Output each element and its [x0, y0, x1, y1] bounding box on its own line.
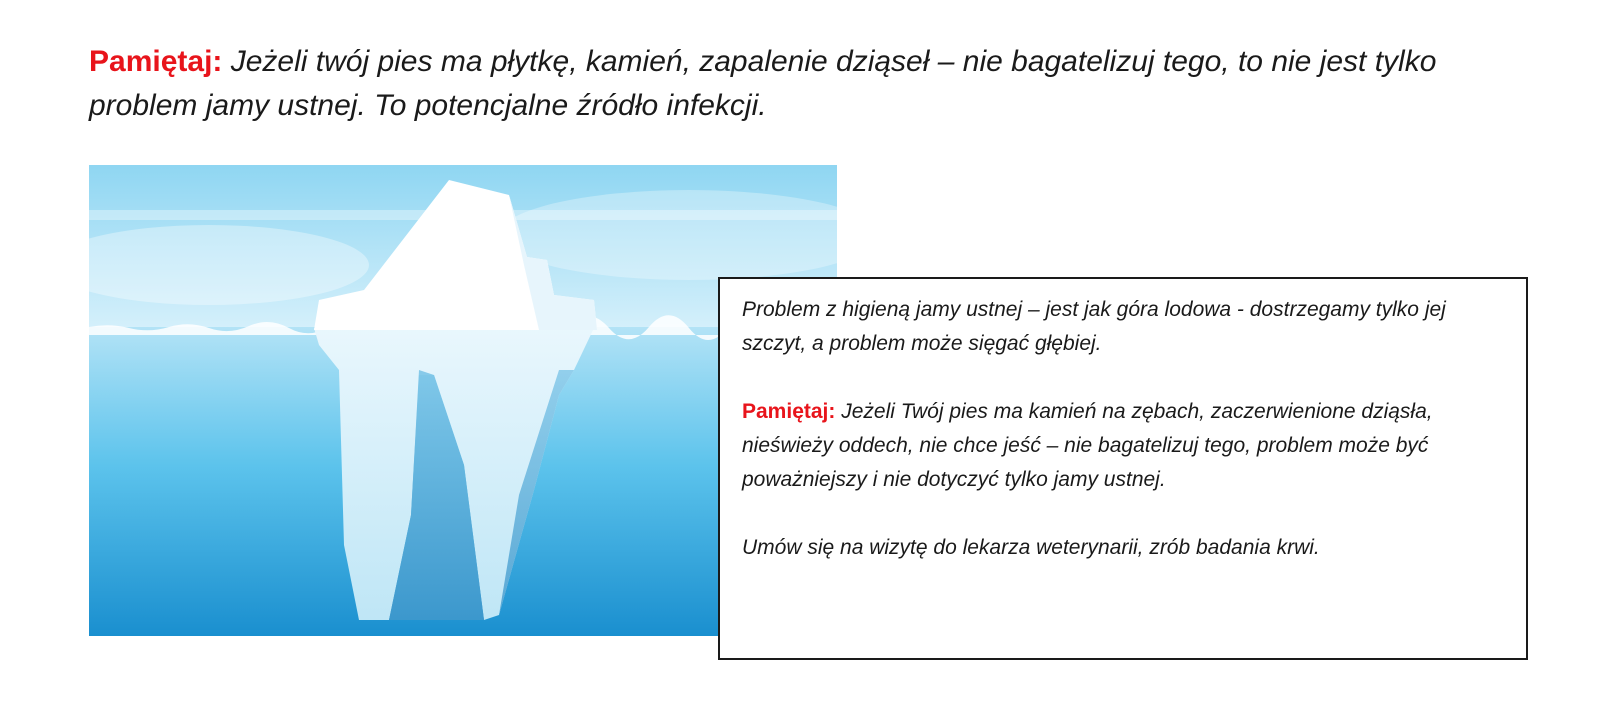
headline-label: Pamiętaj:	[89, 45, 223, 78]
info-paragraph-visit: Umów się na wizytę do lekarza weterynarii, zrób badania krwi.	[742, 536, 1320, 559]
info-paragraph-remember	[742, 395, 1504, 497]
info-box	[718, 277, 1528, 660]
headline-text: Jeżeli twój pies ma płytkę, kamień, zapalenie dziąseł – nie bagatelizuj tego, to nie jest tylko problem jamy ustnej. To potencjalne źródło infekcji.	[89, 45, 1437, 122]
headline	[89, 40, 1549, 128]
info-paragraph-iceberg: Problem z higieną jamy ustnej – jest jak góra lodowa - dostrzegamy tylko jej szczyt, a problem może sięgać głębiej.	[742, 298, 1446, 355]
info-remember-label: Pamiętaj:	[742, 400, 836, 423]
info-remember-text: Jeżeli Twój pies ma kamień na zębach, zaczerwienione dziąsła, nieświeży oddech, nie chce jeść – nie bagatelizuj tego, problem może być poważniejszy i nie dotyczyć tylko jamy ustnej.	[742, 400, 1433, 491]
